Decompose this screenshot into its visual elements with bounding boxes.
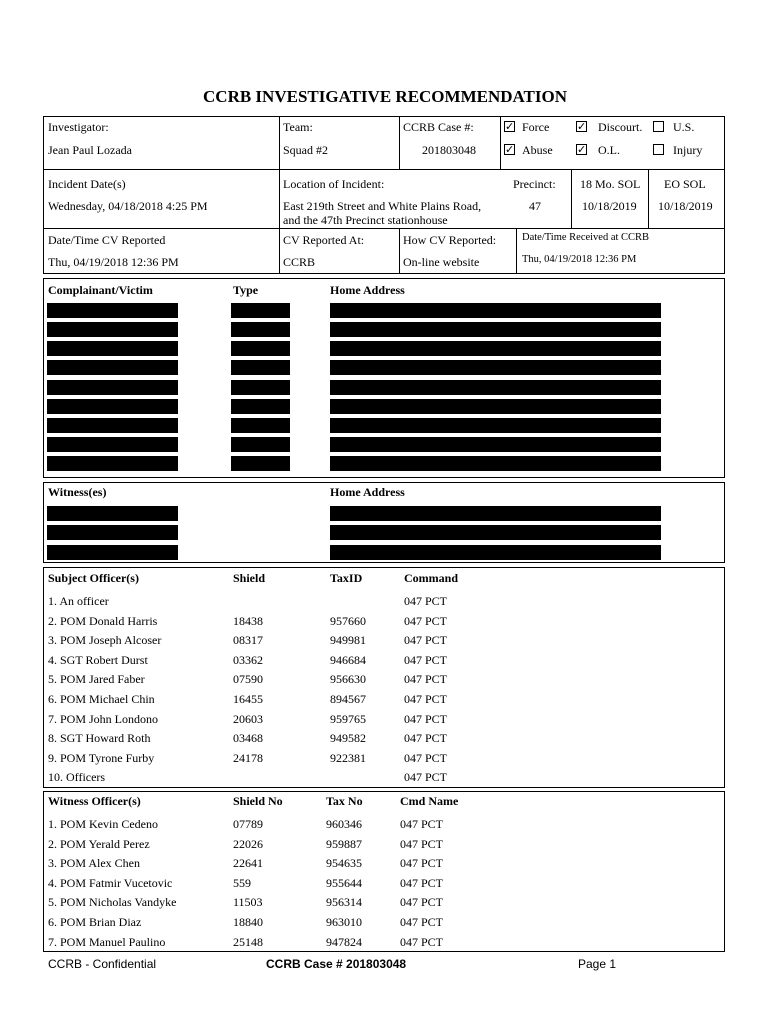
officer-name: 3. POM Alex Chen <box>48 856 141 871</box>
table-row <box>0 614 770 633</box>
table-row <box>0 837 770 856</box>
sol-18-date: 10/18/2019 <box>582 199 637 213</box>
force-label: Force <box>522 120 550 134</box>
officer-name: 7. POM John Londono <box>48 711 159 726</box>
investigator-name: Jean Paul Lozada <box>48 143 132 157</box>
precinct-value: 47 <box>529 199 541 213</box>
header-info-table <box>43 116 725 274</box>
officer-command: 047 PCT <box>404 770 448 785</box>
abuse-checkbox[interactable]: ✓ <box>505 143 515 156</box>
subject-taxid-header: TaxID <box>330 571 363 585</box>
incident-date: Wednesday, 04/18/2018 4:25 PM <box>48 199 208 213</box>
officer-shield: 20603 <box>233 711 263 726</box>
redaction-bar <box>231 456 290 471</box>
location-label: Location of Incident: <box>283 177 385 191</box>
footer-case-number: CCRB Case # 201803048 <box>266 957 407 971</box>
precinct-label: Precinct: <box>513 177 556 191</box>
table-row <box>0 856 770 875</box>
redaction-bar <box>330 418 661 433</box>
officer-command: 047 PCT <box>404 692 448 706</box>
redaction-bar <box>330 456 661 471</box>
officer-command: 047 PCT <box>400 895 444 910</box>
table-row <box>0 895 770 914</box>
officer-taxid: 956630 <box>330 672 366 687</box>
ol-checkbox[interactable]: ✓ <box>577 143 587 156</box>
redaction-bar <box>330 399 661 414</box>
complainant-header: Complainant/Victim <box>48 283 153 297</box>
subject-command-header: Command <box>404 571 459 585</box>
officer-shield: 25148 <box>233 934 263 949</box>
redaction-bar <box>47 360 178 375</box>
redaction-bar <box>47 418 178 433</box>
cv-reported-label: Date/Time CV Reported <box>48 233 166 247</box>
witness-officer-header: Witness Officer(s) <box>48 794 141 808</box>
redaction-bar <box>47 322 178 337</box>
officer-taxid: 959765 <box>330 711 366 726</box>
us-checkbox[interactable] <box>653 121 664 132</box>
redaction-bar <box>330 525 661 540</box>
officer-command: 047 PCT <box>404 652 448 667</box>
officer-name: 9. POM Tyrone Furby <box>48 750 155 765</box>
received-date: Thu, 04/19/2018 12:36 PM <box>522 254 637 265</box>
location-line-1: East 219th Street and White Plains Road, <box>283 199 482 213</box>
redaction-bar <box>47 525 178 540</box>
how-reported-label: How CV Reported: <box>403 233 497 247</box>
subject-officer-header: Subject Officer(s) <box>48 571 139 585</box>
table-row <box>0 770 770 789</box>
officer-shield: 22026 <box>233 836 263 851</box>
sol-18-label: 18 Mo. SOL <box>580 177 641 191</box>
subject-shield-header: Shield <box>233 571 266 585</box>
officer-taxid: 947824 <box>326 934 362 949</box>
officer-shield: 18438 <box>233 613 263 628</box>
footer-confidential: CCRB - Confidential <box>48 957 157 971</box>
officer-command: 047 PCT <box>400 836 444 851</box>
table-row <box>0 751 770 770</box>
officer-taxid: 956314 <box>326 895 362 910</box>
officer-name: 1. POM Kevin Cedeno <box>48 817 158 831</box>
officer-taxid: 946684 <box>330 652 366 667</box>
officer-taxid: 949582 <box>330 731 366 746</box>
redaction-bar <box>231 380 290 395</box>
case-number-label: CCRB Case #: <box>403 120 474 134</box>
officer-taxid: 963010 <box>326 915 362 929</box>
team-label: Team: <box>283 120 313 134</box>
received-label: Date/Time Received at CCRB <box>522 232 650 243</box>
page-title: CCRB INVESTIGATIVE RECOMMENDATION <box>203 87 567 106</box>
team-value: Squad #2 <box>283 143 328 157</box>
officer-shield: 559 <box>233 875 251 890</box>
officer-shield: 08317 <box>233 633 263 648</box>
complainant-type-header: Type <box>233 283 259 297</box>
officer-shield: 03468 <box>233 731 263 746</box>
injury-checkbox[interactable] <box>653 144 664 155</box>
redaction-bar <box>330 545 661 560</box>
redaction-bar <box>47 545 178 560</box>
case-number: 201803048 <box>422 143 476 157</box>
officer-shield: 11503 <box>233 895 263 910</box>
redaction-bar <box>47 341 178 356</box>
officer-shield: 22641 <box>233 856 263 871</box>
officer-command: 047 PCT <box>404 750 448 765</box>
officer-name: 4. SGT Robert Durst <box>48 652 148 667</box>
redaction-bar <box>330 380 661 395</box>
officer-name: 10. Officers <box>48 770 106 785</box>
officer-name: 6. POM Michael Chin <box>48 692 155 706</box>
redaction-bar <box>330 360 661 375</box>
table-row <box>0 653 770 672</box>
complainant-address-header: Home Address <box>330 283 405 297</box>
officer-shield: 07789 <box>233 817 263 831</box>
officer-name: 3. POM Joseph Alcoser <box>48 633 162 648</box>
redaction-bar <box>330 437 661 452</box>
us-label: U.S. <box>673 120 695 134</box>
eo-sol-label: EO SOL <box>664 177 706 191</box>
injury-label: Injury <box>673 143 703 157</box>
table-row <box>0 594 770 613</box>
redaction-bar <box>231 399 290 414</box>
officer-command: 047 PCT <box>400 817 444 831</box>
officer-shield: 18840 <box>233 915 263 929</box>
footer-page-number: Page 1 <box>578 957 617 971</box>
investigator-label: Investigator: <box>48 120 109 134</box>
redaction-bar <box>231 437 290 452</box>
officer-name: 5. POM Nicholas Vandyke <box>48 895 177 910</box>
abuse-label: Abuse <box>522 143 553 157</box>
redaction-bar <box>330 322 661 337</box>
officer-taxid: 955644 <box>326 875 362 890</box>
officer-taxid: 949981 <box>330 633 366 648</box>
redaction-bar <box>47 303 178 318</box>
officer-name: 6. POM Brian Diaz <box>48 915 142 929</box>
table-row <box>0 935 770 954</box>
location-line-2: and the 47th Precinct stationhouse <box>283 213 448 227</box>
witness-taxno-header: Tax No <box>326 794 363 808</box>
redaction-bar <box>231 360 290 375</box>
redaction-bar <box>231 418 290 433</box>
officer-name: 7. POM Manuel Paulino <box>48 934 166 949</box>
table-row <box>0 692 770 711</box>
officer-command: 047 PCT <box>404 594 448 608</box>
officer-name: 8. SGT Howard Roth <box>48 731 151 746</box>
officer-taxid: 959887 <box>326 836 362 851</box>
officer-command: 047 PCT <box>400 856 444 871</box>
redaction-bar <box>231 303 290 318</box>
officer-shield: 24178 <box>233 750 263 765</box>
discourtesy-label: Discourt. <box>598 120 643 134</box>
table-row <box>0 731 770 750</box>
witness-cmd-header: Cmd Name <box>400 794 459 808</box>
redaction-bar <box>231 322 290 337</box>
officer-name: 5. POM Jared Faber <box>48 672 145 687</box>
redaction-bar <box>231 341 290 356</box>
witness-shield-header: Shield No <box>233 794 283 808</box>
witness-address-header: Home Address <box>330 485 405 499</box>
officer-command: 047 PCT <box>400 934 444 949</box>
table-row <box>0 672 770 691</box>
officer-name: 2. POM Yerald Perez <box>48 836 150 851</box>
redaction-bar <box>47 456 178 471</box>
officer-name: 4. POM Fatmir Vucetovic <box>48 875 173 890</box>
officer-command: 047 PCT <box>404 633 448 648</box>
officer-taxid: 954635 <box>326 856 362 871</box>
officer-command: 047 PCT <box>404 672 448 687</box>
table-row <box>0 817 770 836</box>
table-row <box>0 633 770 652</box>
witness-header: Witness(es) <box>48 485 107 499</box>
officer-name: 2. POM Donald Harris <box>48 613 158 628</box>
officer-shield: 03362 <box>233 652 263 667</box>
officer-taxid: 960346 <box>326 817 362 831</box>
redaction-bar <box>47 506 178 521</box>
officer-taxid: 894567 <box>330 692 366 706</box>
redaction-bar <box>330 341 661 356</box>
officer-command: 047 PCT <box>400 875 444 890</box>
officer-command: 047 PCT <box>404 613 448 628</box>
officer-name: 1. An officer <box>48 594 109 608</box>
officer-taxid: 957660 <box>330 613 366 628</box>
discourtesy-checkbox[interactable]: ✓ <box>577 120 587 133</box>
redaction-bar <box>47 380 178 395</box>
redaction-bar <box>330 506 661 521</box>
redaction-bar <box>47 437 178 452</box>
officer-command: 047 PCT <box>404 731 448 746</box>
how-reported-value: On-line website <box>403 255 480 269</box>
officer-command: 047 PCT <box>400 915 444 929</box>
officer-shield: 16455 <box>233 692 263 706</box>
incident-date-label: Incident Date(s) <box>48 177 126 191</box>
officer-taxid: 922381 <box>330 750 366 765</box>
table-row <box>0 915 770 934</box>
eo-sol-date: 10/18/2019 <box>658 199 713 213</box>
officer-shield: 07590 <box>233 672 263 687</box>
cv-reported-date: Thu, 04/19/2018 12:36 PM <box>48 255 179 269</box>
ol-label: O.L. <box>598 143 620 157</box>
officer-command: 047 PCT <box>404 711 448 726</box>
cv-reported-at-value: CCRB <box>283 255 316 269</box>
force-checkbox[interactable]: ✓ <box>505 120 515 133</box>
redaction-bar <box>330 303 661 318</box>
table-row <box>0 876 770 895</box>
table-row <box>0 712 770 731</box>
cv-reported-at-label: CV Reported At: <box>283 233 365 247</box>
redaction-bar <box>47 399 178 414</box>
